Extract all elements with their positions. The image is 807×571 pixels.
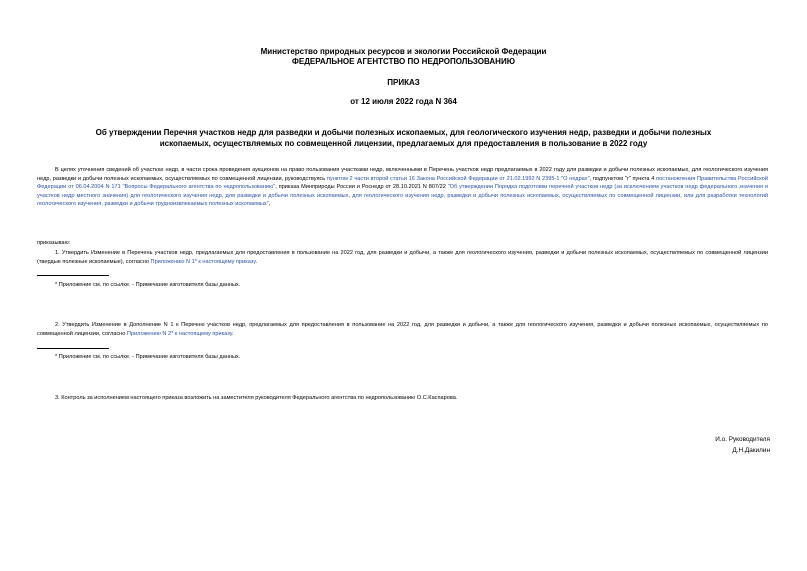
item-2-end: . <box>231 330 234 337</box>
item-2-text: 2. Утвердить Изменение в Дополнение N 1 к Перечню участков недр, предлагаемых для предоставления в пользование на 2022 год, для разведки и добычи, а также для геологического изучения, разведки и добычи полезных ископаемых, осуществляемых по совмещенной лицензии, согласно <box>37 322 768 337</box>
government-decree-link[interactable]: постановления Правительства Российской Федерации от 06.04.2004 N 171 "Вопросы Федерального агентства по недропользованию" <box>37 175 768 191</box>
item-3 <box>37 394 768 403</box>
footnote-divider-2 <box>37 348 109 349</box>
footnote-1: * Приложение см. по ссылке. - Примечание изготовителя базы данных. <box>55 282 241 288</box>
doc-title-line-1: Об утверждении Перечня участков недр для разведки и добычи полезных ископаемых, для геологического изучения недр, разведки и добычи полезных <box>95 128 712 137</box>
ministry-order-link[interactable]: "Об утверждении Порядка подготовки перечней участков недр (за исключением участков недр федерального значения и участков недр местного значения) для геологического изучения недр, для разведки и добычи полезных ископаемых, для геологического изучения недр, разведки и добычи полезных ископаемых, осуществляемых по совмещенной лицензии, или для разработки технологий геологического изучения, разведки и добычи трудноизвлекаемых полезных ископаемых" <box>37 184 768 208</box>
item-1-text: 1. Утвердить Изменение в Перечень участков недр, предлагаемых для предоставления в пользование на 2022 год, для разведки и добычи, а также для геологического изучения, разведки и добычи полезных ископаемых, осуществляемых по совмещенной лицензии (твердые полезные ископаемые), согласно <box>37 250 768 265</box>
signature-name: Д.Н.Дакилин <box>732 447 770 454</box>
appendix-1-link[interactable]: Приложению N 1* к настоящему приказу <box>150 258 256 265</box>
preamble-text-1: В целях уточнения сведений об участках недр, в части срока проведения аукционов на право пользования участками недр, включенными в Перечень участков недр предлагаемых в 2022 году для разведки и добычи полезных ископаемых, для геологического изучения недр, разведки и добычи полезных ископаемых, осуществляемых по совмещенной лицензии, руководствуясь <box>37 167 768 182</box>
law-link[interactable]: пунктом 2 части второй статьи 16 Закона Российской Федерации от 21.02.1992 N 2395-1 "О недрах" <box>326 175 590 182</box>
doc-date-number: от 12 июля 2022 года N 364 <box>350 97 457 106</box>
item-2 <box>37 321 768 338</box>
appendix-2-link[interactable]: Приложению N 2* к настоящему приказу <box>126 330 232 337</box>
footnote-divider-1 <box>37 275 109 276</box>
agency-heading: ФЕДЕРАЛЬНОЕ АГЕНТСТВО ПО НЕДРОПОЛЬЗОВАНИЮ <box>292 57 515 66</box>
preamble-paragraph <box>37 166 768 209</box>
preamble-text-3: , приказа Минприроды России и Роснедр от 28.10.2021 N 807/22 <box>275 184 448 191</box>
doc-title-line-2: ископаемых, осуществляемых по совмещенной лицензии, предлагаемых для предоставления в пользование в 2022 году <box>159 139 648 148</box>
item-1-end: . <box>255 258 258 265</box>
footnote-2: * Приложение см. по ссылке. - Примечание изготовителя базы данных. <box>55 354 241 360</box>
ministry-heading: Министерство природных ресурсов и экологии Российской Федерации <box>260 47 547 56</box>
order-word: приказываю: <box>37 240 71 246</box>
signature-position: И.о. Руководителя <box>715 436 770 443</box>
doc-type: ПРИКАЗ <box>387 78 420 87</box>
preamble-text-2: , подпунктом "г" пункта 4 <box>589 175 657 182</box>
item-1 <box>37 249 768 266</box>
preamble-text-4: , <box>268 201 271 208</box>
item-3-text: 3. Контроль за исполнением настоящего приказа возложить на заместителя руководителя Федерального агентства по недропользованию О.С.Каспарова. <box>55 395 458 401</box>
